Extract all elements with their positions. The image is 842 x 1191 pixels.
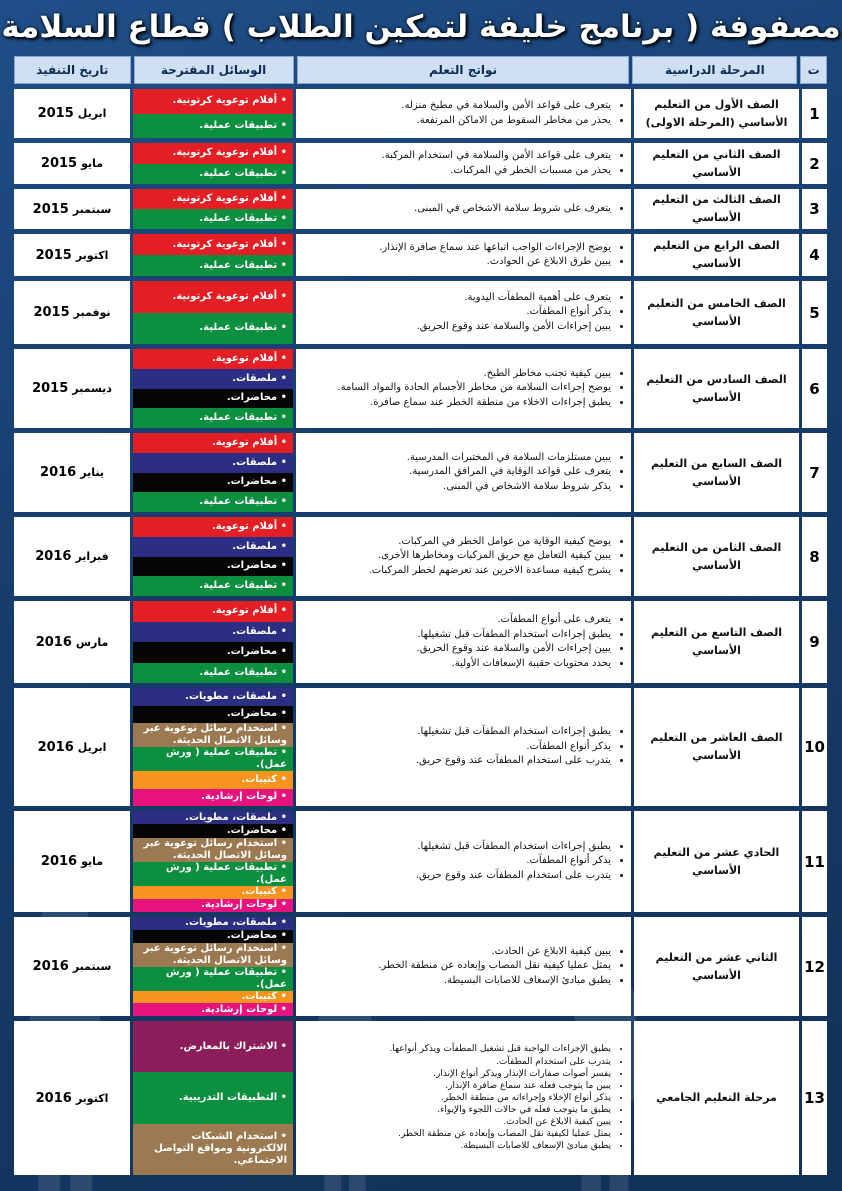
tool-item: • التطبيقات التدريبية. [133, 1072, 293, 1123]
outcome-item: • يطبق مبادئ الإسعاف للاصابات البسيطة. [390, 1140, 611, 1152]
table-row [14, 811, 827, 912]
outcome-item: • يبين إجراءات الأمن والسلامة عند وقوع الحريق. [417, 642, 611, 657]
row-number: 12 [802, 917, 827, 1016]
outcome-item: • يذكر أنواع المطفآت. [416, 854, 611, 869]
outcome-item: • يطبق إجراءات الاخلاء من منطقة الخطر عند سماع صافرة. [337, 396, 611, 411]
table-row [14, 517, 827, 596]
tool-item: • أفلام توعوية. [133, 601, 293, 622]
outcome-item: • يتدرب على استخدام المطفآت عند وقوع حريق. [416, 754, 611, 769]
row-date [14, 688, 130, 806]
outcome-item: • يطبق ما يتوجب فعله في حالات اللجوء والإيواء. [390, 1104, 611, 1116]
tool-item: • محاضرات. [133, 642, 293, 663]
tool-item: • ملصقات. [133, 453, 293, 473]
tool-item: • محاضرات. [133, 557, 293, 577]
tool-item: • ملصقات. [133, 622, 293, 643]
tool-item: • استخدام رسائل توعوية عبر وسائل الاتصال الحديثة. [133, 723, 293, 747]
row-number: 9 [802, 601, 827, 683]
row-number: 11 [802, 811, 827, 912]
outcome-item: • يطبق إجراءات استخدام المطفآت قبل تشغيلها. [417, 628, 611, 643]
date-year: 2016 [35, 1090, 72, 1106]
tool-item: • أفلام توعوية كرتونية. [133, 89, 293, 114]
row-outcomes [296, 517, 631, 596]
tool-item: • تطبيقات عملية ( ورش عمل). [133, 747, 293, 771]
outcome-item: • يبين ما يتوجب فعله عند سماع صافرة الإنذار. [390, 1080, 611, 1092]
date-month: اكتوبر [75, 1091, 109, 1105]
outcome-item: • يتعرف على قواعد الأمن والسلامة في استخدام المركبة. [382, 149, 611, 164]
outcome-item: • يتعرف على قواعد الوقاية في المرافق المدرسية. [407, 465, 611, 480]
row-number: 13 [802, 1021, 827, 1175]
table-row [14, 917, 827, 1016]
outcome-item: • يبين كيفية تجنب مخاطر الطبخ. [337, 367, 611, 382]
date-month: مايو [81, 157, 104, 170]
tool-item: • ملصقات، مطويات. [133, 811, 293, 824]
outcome-item: • يتعرف على أهمية المطفآت اليدوية. [417, 291, 611, 306]
tool-item: • أفلام توعوية كرتونية. [133, 143, 293, 164]
outcome-item: • يوضح إجراءات السلامة من مخاطر الأجسام الحادة والمواد السامة. [337, 381, 611, 396]
tool-item: • أفلام توعوية كرتونية. [133, 281, 293, 313]
date-year: 2015 [40, 156, 78, 171]
outcome-item: • يبين كيفية الابلاغ عن الحادث. [390, 1116, 611, 1128]
outcomes-list [416, 840, 623, 884]
row-outcomes [296, 433, 631, 512]
outcome-item: • يوضح الإجراءات الواجب اتباعها عند سماع صافرة الإنذار. [379, 241, 611, 256]
row-stage: الصف الثاني من التعليم الأساسي [634, 143, 799, 184]
page-title: مصفوفة ( برنامج خليفة لتمكين الطلاب ) قطاع السلامة [1, 9, 841, 45]
row-date [14, 189, 130, 229]
outcome-item: • يحدد محتويات حقيبة الإسعافات الأولية. [417, 657, 611, 672]
outcome-item: • يتعرف على أنواع المطفآت. [417, 613, 611, 628]
row-number: 6 [802, 349, 827, 428]
tool-item: • ملصقات، مطويات. [133, 688, 293, 706]
outcome-item: • يبين كيفية التعامل مع حريق المركبات ومخاطرها الأخرى. [369, 549, 611, 564]
tool-item: • استخدام الشبكات الالكترونية ومواقع التواصل الاجتماعي. [133, 1124, 293, 1175]
tool-item: • لوحات إرشادية. [133, 1003, 293, 1016]
row-stage: الصف الثامن من التعليم الأساسي [634, 517, 799, 596]
header-num: ت [800, 56, 827, 84]
table-row [14, 234, 827, 276]
tool-item: • محاضرات. [133, 930, 293, 943]
date-year: 2016 [35, 549, 72, 564]
date-month: سبتمبر [72, 202, 112, 216]
table-row [14, 601, 827, 683]
row-tools [133, 349, 293, 428]
row-date [14, 281, 130, 344]
outcomes-list [417, 291, 623, 335]
row-tools [133, 189, 293, 229]
outcome-item: • يطبق إجراءات استخدام المطفآت قبل تشغيلها. [416, 840, 611, 855]
tool-item: • لوحات إرشادية. [133, 899, 293, 912]
tool-item: • تطبيقات عملية. [133, 313, 293, 345]
row-number: 5 [802, 281, 827, 344]
matrix-table [14, 56, 827, 1180]
date-year: 2016 [32, 959, 69, 974]
outcomes-list [416, 725, 623, 769]
date-year: 2016 [40, 854, 78, 869]
header-tools: الوسائل المقترحة [134, 56, 294, 84]
date-month: يناير [80, 466, 104, 479]
table-row [14, 1021, 827, 1175]
row-tools [133, 234, 293, 276]
tool-item: • تطبيقات عملية. [133, 663, 293, 684]
outcomes-list [407, 451, 623, 495]
date-month: ديسمبر [72, 382, 112, 395]
outcomes-list [379, 241, 623, 270]
header-date: تاريخ التنفيذ [14, 56, 131, 84]
outcome-item: • يطبق مبادئ الإسعاف للاصابات البسيطة. [378, 974, 611, 989]
table-row [14, 349, 827, 428]
date-year: 2015 [37, 106, 74, 121]
tool-item: • ملصقات. [133, 369, 293, 389]
tool-item: • أفلام توعوية كرتونية. [133, 189, 293, 209]
row-date [14, 143, 130, 184]
row-outcomes [296, 811, 631, 912]
outcome-item: • يتدرب على استخدام المطفآت. [390, 1056, 611, 1068]
tool-item: • محاضرات. [133, 824, 293, 837]
row-number: 3 [802, 189, 827, 229]
row-outcomes [296, 917, 631, 1016]
row-number: 7 [802, 433, 827, 512]
date-month: مارس [75, 635, 109, 649]
outcomes-list [401, 99, 623, 128]
date-year: 2015 [32, 381, 69, 396]
tool-item: • كتيبات. [133, 886, 293, 899]
tool-item: • ملصقات. [133, 537, 293, 557]
outcomes-list [337, 367, 623, 411]
row-tools [133, 601, 293, 683]
date-month: اكتوبر [75, 248, 109, 262]
row-stage: الصف الثالث من التعليم الأساسي [634, 189, 799, 229]
row-date [14, 433, 130, 512]
row-tools [133, 517, 293, 596]
row-tools [133, 688, 293, 806]
row-outcomes [296, 281, 631, 344]
date-month: نوفمبر [73, 306, 111, 319]
outcomes-list [378, 945, 623, 989]
table-row [14, 143, 827, 184]
row-stage: الصف السادس من التعليم الأساسي [634, 349, 799, 428]
row-outcomes [296, 349, 631, 428]
row-date [14, 917, 130, 1016]
tool-item: • محاضرات. [133, 473, 293, 493]
date-year: 2016 [35, 634, 72, 650]
tool-item: • ملصقات، مطويات. [133, 917, 293, 930]
outcome-item: • يحذر من مسببات الخطر في المركبات. [382, 164, 611, 179]
date-year: 2016 [37, 739, 74, 755]
date-month: سبتمبر [72, 960, 112, 973]
row-tools [133, 433, 293, 512]
table-row [14, 281, 827, 344]
outcome-item: • يبين طرق الابلاغ عن الحوادث. [379, 255, 611, 270]
row-tools [133, 281, 293, 344]
row-number: 10 [802, 688, 827, 806]
tool-item: • لوحات إرشادية. [133, 789, 293, 807]
date-year: 2016 [40, 465, 77, 480]
row-tools [133, 811, 293, 912]
outcome-item: • يحذر من مخاطر السقوط من الاماكن المرتفعة. [401, 114, 611, 129]
row-date [14, 811, 130, 912]
tool-item: • تطبيقات عملية ( ورش عمل). [133, 862, 293, 886]
tool-item: • كتيبات. [133, 991, 293, 1004]
row-number: 4 [802, 234, 827, 276]
tool-item: • تطبيقات عملية. [133, 492, 293, 512]
outcome-item: • يذكر أنواع المطفآت. [417, 305, 611, 320]
outcome-item: • يتدرب على استخدام المطفآت عند وقوع حريق. [416, 869, 611, 884]
date-month: فبراير [75, 550, 109, 563]
row-stage: الحادي عشر من التعليم الأساسي [634, 811, 799, 912]
date-year: 2015 [35, 247, 72, 263]
row-date [14, 234, 130, 276]
tool-item: • تطبيقات عملية. [133, 164, 293, 185]
header-stage: المرحلة الدراسية [632, 56, 797, 84]
outcomes-list [417, 613, 623, 671]
date-month: ابريل [77, 107, 107, 120]
row-tools [133, 1021, 293, 1175]
outcome-item: • يطبق الإجراءات الواجبة قبل تشغيل المطفآت ويذكر أنواعها. [390, 1043, 611, 1055]
row-stage: الصف العاشر من التعليم الأساسي [634, 688, 799, 806]
date-month: ابريل [77, 740, 107, 754]
tool-item: • تطبيقات عملية. [133, 408, 293, 428]
outcome-item: • يتعرف على قواعد الأمن والسلامة في مطبخ منزله. [401, 99, 611, 114]
table-header [14, 56, 827, 84]
row-outcomes [296, 89, 631, 138]
tool-item: • تطبيقات عملية. [133, 209, 293, 229]
tool-item: • الاشتراك بالمعارض. [133, 1021, 293, 1072]
row-number: 1 [802, 89, 827, 138]
date-year: 2015 [33, 305, 70, 320]
row-date [14, 349, 130, 428]
row-tools [133, 917, 293, 1016]
row-number: 8 [802, 517, 827, 596]
outcome-item: • يفسر أصوات صفارات الإنذار ويذكر أنواع الإنذار. [390, 1068, 611, 1080]
table-row [14, 688, 827, 806]
row-outcomes [296, 189, 631, 229]
row-number: 2 [802, 143, 827, 184]
header-outcomes: نواتج التعلم [297, 56, 630, 84]
tool-item: • استخدام رسائل توعوية عبر وسائل الاتصال الحديثة. [133, 943, 293, 967]
tool-item: • محاضرات. [133, 706, 293, 724]
outcomes-list [414, 202, 623, 217]
tool-item: • استخدام رسائل توعوية عبر وسائل الاتصال الحديثة. [133, 838, 293, 862]
row-stage: الصف الأول من التعليم الأساسي (المرحلة الاولى) [634, 89, 799, 138]
tool-item: • كتيبات. [133, 771, 293, 789]
tool-item: • تطبيقات عملية ( ورش عمل). [133, 967, 293, 991]
table-row [14, 189, 827, 229]
row-date [14, 89, 130, 138]
row-stage: الصف الخامس من التعليم الأساسي [634, 281, 799, 344]
row-outcomes [296, 143, 631, 184]
outcome-item: • يوضح كيفية الوقاية من عوامل الخطر في المركبات. [369, 535, 611, 550]
row-stage: الثاني عشر من التعليم الأساسي [634, 917, 799, 1016]
tool-item: • تطبيقات عملية. [133, 576, 293, 596]
outcome-item: • يمثل عمليا لكيفية نقل المصاب وإبعاده عن منطقة الخطر. [390, 1128, 611, 1140]
row-stage: الصف الرابع من التعليم الأساسي [634, 234, 799, 276]
tool-item: • محاضرات. [133, 389, 293, 409]
outcome-item: • يبين مستلزمات السلامة في المختبرات المدرسية. [407, 451, 611, 466]
outcome-item: • يذكر أنواع الإخلاء وإجراءاته من منطقة الخطر. [390, 1092, 611, 1104]
date-year: 2015 [32, 201, 69, 217]
tool-item: • تطبيقات عملية. [133, 114, 293, 139]
row-tools [133, 89, 293, 138]
outcome-item: • يطبق إجراءات استخدام المطفآت قبل تشغيلها. [416, 725, 611, 740]
row-date [14, 517, 130, 596]
row-date [14, 1021, 130, 1175]
outcomes-list [390, 1043, 623, 1152]
row-tools [133, 143, 293, 184]
table-row [14, 433, 827, 512]
row-outcomes [296, 234, 631, 276]
row-stage: مرحلة التعليم الجامعي [634, 1021, 799, 1175]
tool-item: • أفلام توعوية. [133, 349, 293, 369]
outcome-item: • يبين كيفية الابلاغ عن الحادث. [378, 945, 611, 960]
date-month: مايو [81, 855, 104, 868]
outcome-item: • يذكر شروط سلامة الاشخاص في المبنى. [407, 480, 611, 495]
row-outcomes [296, 1021, 631, 1175]
tool-item: • أفلام توعوية كرتونية. [133, 234, 293, 255]
outcome-item: • يبين إجراءات الأمن والسلامة عند وقوع الحريق. [417, 320, 611, 335]
row-outcomes [296, 688, 631, 806]
row-stage: الصف السابع من التعليم الأساسي [634, 433, 799, 512]
outcome-item: • يمثل عمليا كيفية نقل المصاب وإبعاده عن منطقة الخطر. [378, 959, 611, 974]
row-outcomes [296, 601, 631, 683]
outcome-item: • يشرح كيفية مساعدة الاخرين عند تعرضهم لخطر المركبات. [369, 564, 611, 579]
outcome-item: • يذكر أنواع المطفآت. [416, 740, 611, 755]
row-stage: الصف التاسع من التعليم الأساسي [634, 601, 799, 683]
table-row [14, 89, 827, 138]
outcome-item: • يتعرف على شروط سلامة الاشخاص في المبنى. [414, 202, 611, 217]
tool-item: • أفلام توعوية. [133, 517, 293, 537]
tool-item: • تطبيقات عملية. [133, 255, 293, 276]
tool-item: • أفلام توعوية. [133, 433, 293, 453]
outcomes-list [382, 149, 623, 178]
table-body [14, 89, 827, 1175]
outcomes-list [369, 535, 623, 579]
row-date [14, 601, 130, 683]
